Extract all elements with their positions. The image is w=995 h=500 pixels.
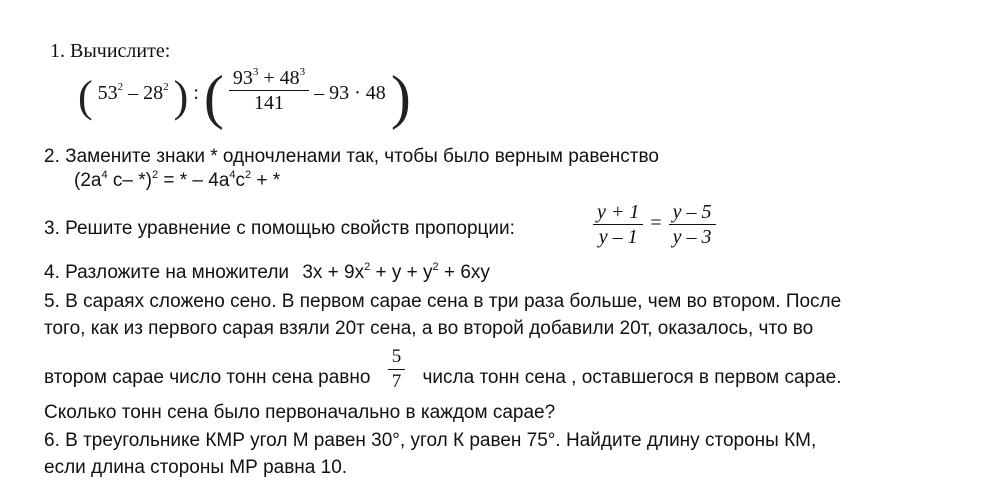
base-53: 53 (97, 82, 118, 104)
task6-line2: если длина стороны МР равна 10. (44, 457, 348, 478)
exp-2b: 2 (163, 81, 169, 94)
eq-end: + * (251, 170, 281, 191)
left-denominator: y – 1 (598, 226, 638, 248)
base-28: 28 (143, 82, 164, 104)
task3-proportion (593, 200, 716, 249)
task1-label: 1. Вычислите: (50, 40, 171, 62)
task5-line4: Сколько тонн сена было первоначально в каждом сарае? (44, 402, 556, 423)
fraction-denominator: 141 (254, 91, 284, 114)
paren-close-2: ) (390, 64, 411, 130)
task2-label: 2. Замените знаки * одночленами так, чтобы было верным равенство (44, 146, 659, 167)
num-48: 48 (279, 66, 300, 89)
eq-rhs: = * – 4a (158, 170, 230, 191)
task1-fraction (229, 66, 309, 115)
task1-expression (78, 64, 411, 136)
task2-equation (74, 170, 280, 192)
expr-b: + y + y (370, 262, 433, 283)
plus-sign: + (263, 66, 280, 89)
num-93: 93 (232, 66, 253, 89)
fraction-5: 5 (388, 345, 406, 370)
paren-open-1: ( (78, 72, 93, 121)
minus-sign: – (128, 82, 144, 104)
eq-a2-exp: 4 (229, 168, 236, 181)
exp-3a: 3 (252, 66, 259, 79)
equals-sign: = (650, 212, 662, 235)
right-numerator: y – 5 (669, 200, 716, 225)
task5-line3-before: втором сарае число тонн сена равно (44, 366, 371, 388)
eq-open: (2a (74, 170, 102, 191)
eq-a-exp: 4 (101, 168, 108, 181)
left-numerator: y + 1 (593, 200, 643, 225)
task4-label: 4. Разложите на множители (44, 262, 290, 283)
fraction-7: 7 (391, 371, 402, 392)
exp-2a: 2 (117, 81, 124, 94)
eq-c-exp: 2 (245, 168, 252, 181)
expr-tail: – 93 · 48 (314, 82, 386, 104)
task5-fraction (388, 345, 406, 394)
task5-line3 (44, 345, 842, 397)
eq-c: c (235, 170, 246, 191)
eq-square: 2 (151, 168, 159, 181)
exp-b: 2 (432, 260, 439, 273)
expr-left (98, 82, 174, 104)
right-denominator: y – 3 (672, 226, 712, 248)
task3-label: 3. Решите уравнение с помощью свойств пропорции: (44, 218, 515, 239)
exp-a: 2 (364, 260, 371, 273)
paren-open-2: ( (203, 64, 224, 130)
task4-line (44, 262, 490, 284)
task5-line3-after: числа тонн сена , оставшегося в первом сарае. (422, 366, 842, 388)
left-fraction (593, 200, 643, 249)
expr-c: + 6xy (438, 262, 490, 283)
task5-line1: 5. В сараях сложено сено. В первом сарае сена в три раза больше, чем во втором. После (44, 291, 842, 312)
colon: : (193, 82, 199, 104)
paren-close-1: ) (173, 72, 189, 121)
exp-3b: 3 (299, 66, 306, 79)
task6-line1: 6. В треугольнике КМР угол М равен 30°, угол К равен 75°. Найдите длину стороны КМ, (44, 430, 817, 451)
expr-a: 3x + 9x (302, 262, 365, 283)
fraction-numerator (229, 66, 309, 91)
eq-mid: c– *) (107, 170, 152, 191)
task5-line2: того, как из первого сарая взяли 20т сена, а во второй добавили 20т, оказалось, что во (44, 318, 814, 339)
right-fraction (669, 200, 716, 249)
task4-expression (302, 262, 490, 283)
